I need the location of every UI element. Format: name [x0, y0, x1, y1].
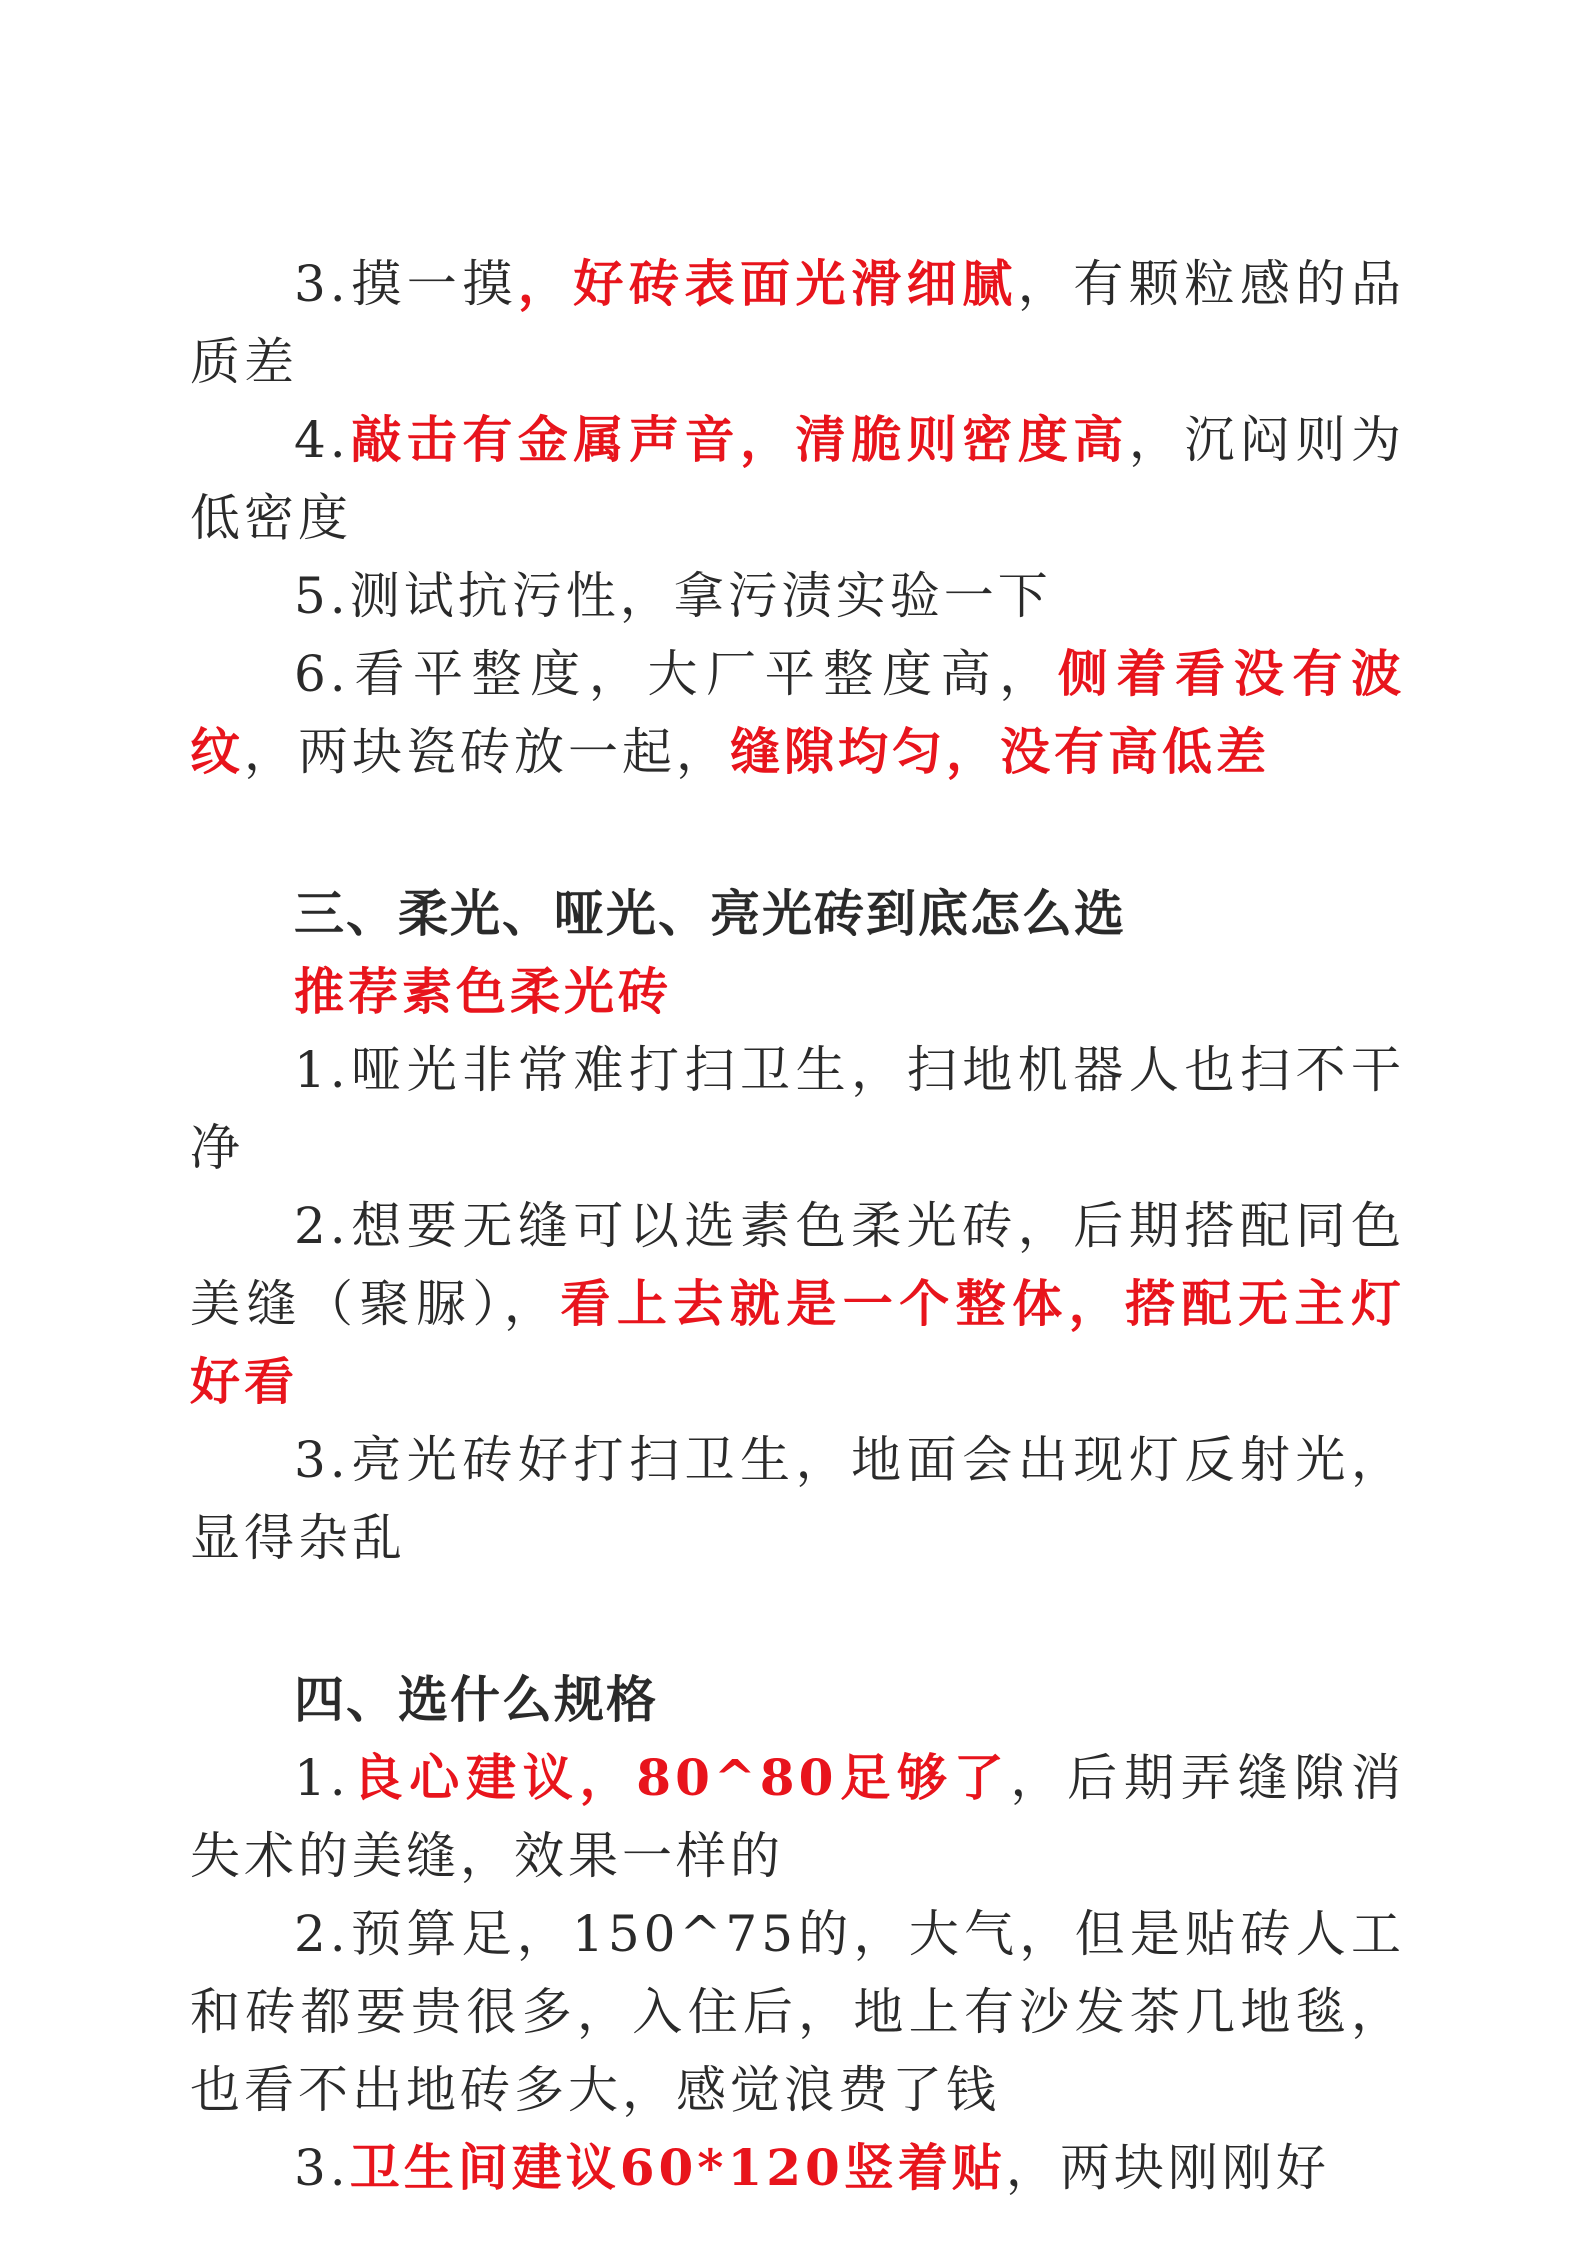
list-item: 3.亮光砖好打扫卫生，地面会出现灯反射光，显得杂乱: [190, 1431, 1405, 1567]
document-body: [190, 245, 1405, 2207]
list-item: 2.想要无缝可以选素色柔光砖，后期搭配同色美缝（聚脲），看上去就是一个整体，搭配无主灯好看: [190, 1197, 1406, 1411]
list-item: 3.摸一摸，好砖表面光滑细腻，有颗粒感的品质差: [190, 254, 1405, 391]
list-item: 5.测试抗污性，拿污渍实验一下: [294, 567, 1052, 625]
highlight-text: 卫生间建议60*120竖着贴: [349, 2138, 1006, 2197]
section-heading: 三、柔光、哑光、亮光砖到底怎么选: [294, 885, 1126, 943]
list-item: 1.哑光非常难打扫卫生，扫地机器人也扫不干净: [190, 1041, 1405, 1177]
list-item: 4.敲击有金属声音，清脆则密度高，沉闷则为低密度: [190, 410, 1406, 547]
highlight-text: 侧着看没有波纹: [190, 644, 1405, 781]
list-item: 2.预算足，150^75的，大气，但是贴砖人工和砖都要贵很多，入住后，地上有沙发茶几地毯，也看不出地砖多大，感觉浪费了钱: [190, 1905, 1405, 2119]
highlight-text: ，好砖表面光滑细腻: [517, 254, 1018, 313]
highlight-text: 看上去就是一个整体，搭配无主灯好看: [190, 1274, 1406, 1411]
list-item: 6.看平整度，大厂平整度高，侧着看没有波纹，两块瓷砖放一起，缝隙均匀，没有高低差: [190, 644, 1405, 781]
list-item: 3.卫生间建议60*120竖着贴，两块刚刚好: [294, 2138, 1330, 2197]
highlight-text: 敲击有金属声音，清脆则密度高: [349, 410, 1129, 469]
highlight-text: 良心建议，80^80足够了: [349, 1748, 1011, 1807]
recommendation: 推荐素色柔光砖: [294, 962, 672, 1021]
section-heading: 四、选什么规格: [294, 1671, 658, 1729]
list-item: 1.良心建议，80^80足够了，后期弄缝隙消失术的美缝，效果一样的: [190, 1748, 1406, 1885]
highlight-text: 缝隙均匀，没有高低差: [730, 722, 1270, 781]
